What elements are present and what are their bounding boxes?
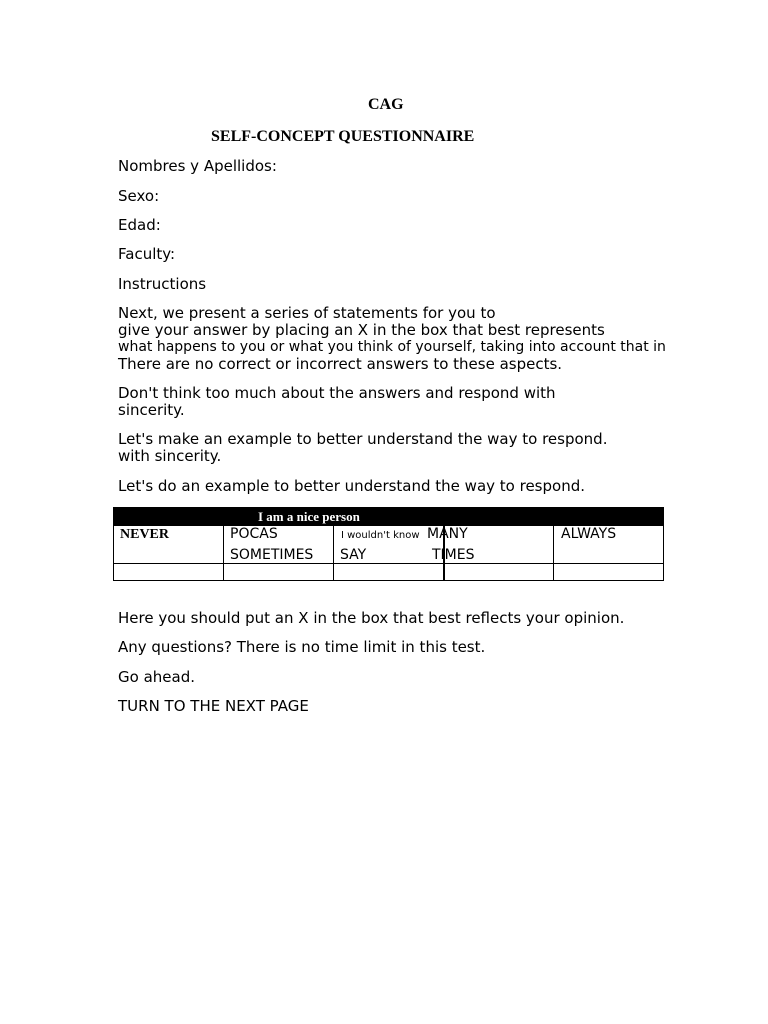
paragraph-line: Let's make an example to better understand the way to respond. bbox=[118, 430, 608, 448]
answer-cell-always[interactable] bbox=[554, 564, 663, 580]
instructions-paragraph-4: Let's do an example to better understand the way to respond. bbox=[118, 477, 585, 495]
option-dontknow-line1: I wouldn't know bbox=[341, 530, 420, 541]
instructions-heading: Instructions bbox=[118, 275, 207, 293]
field-faculty-label: Faculty: bbox=[118, 245, 176, 263]
document-title: SELF-CONCEPT QUESTIONNAIRE bbox=[211, 128, 475, 145]
option-always: ALWAYS bbox=[561, 526, 617, 542]
option-pocas-line1: POCAS bbox=[230, 526, 278, 542]
field-age-label: Edad: bbox=[118, 216, 161, 234]
instructions-paragraph-1 bbox=[118, 305, 666, 373]
option-many-line2: TIMES bbox=[432, 547, 475, 563]
paragraph-line: Next, we present a series of statements for you to bbox=[118, 304, 496, 322]
option-many-line1: MANY bbox=[427, 526, 468, 542]
answer-cell-pocas[interactable] bbox=[224, 564, 333, 580]
answer-cell-many[interactable] bbox=[445, 564, 553, 580]
footer-line-3: Go ahead. bbox=[118, 668, 195, 686]
footer-line-4: TURN TO THE NEXT PAGE bbox=[118, 697, 309, 715]
paragraph-line: Don't think too much about the answers and respond with bbox=[118, 384, 556, 402]
option-pocas-line2: SOMETIMES bbox=[230, 547, 314, 563]
paragraph-line: There are no correct or incorrect answers to these aspects. bbox=[118, 355, 563, 373]
answer-cell-dontknow[interactable] bbox=[334, 564, 443, 580]
field-sex-label: Sexo: bbox=[118, 187, 160, 205]
footer-line-2: Any questions? There is no time limit in this test. bbox=[118, 638, 486, 656]
answer-cell-never[interactable] bbox=[114, 564, 223, 580]
document-code: CAG bbox=[368, 96, 404, 113]
footer-line-1: Here you should put an X in the box that best reflects your opinion. bbox=[118, 609, 625, 627]
paragraph-line: sincerity. bbox=[118, 401, 185, 419]
paragraph-line: what happens to you or what you think of yourself, taking into account that in bbox=[118, 339, 666, 355]
paragraph-line: with sincerity. bbox=[118, 447, 222, 465]
option-never: NEVER bbox=[120, 527, 170, 542]
instructions-paragraph-3 bbox=[118, 431, 607, 465]
instructions-paragraph-2 bbox=[118, 385, 556, 419]
example-table bbox=[113, 507, 664, 581]
option-dontknow-line2: SAY bbox=[340, 547, 367, 563]
paragraph-line: give your answer by placing an X in the box that best represents bbox=[118, 321, 605, 339]
example-statement: I am a nice person bbox=[258, 509, 360, 524]
field-name-label: Nombres y Apellidos: bbox=[118, 157, 277, 175]
